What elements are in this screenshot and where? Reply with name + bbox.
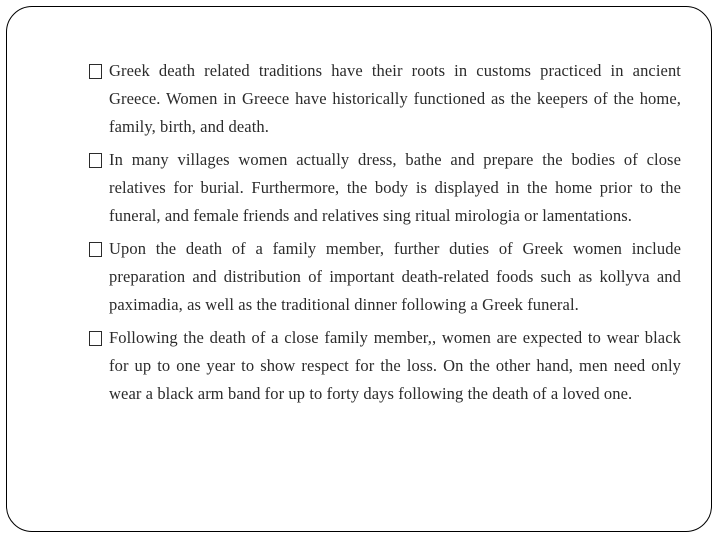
missing-glyph-box-icon: [89, 331, 102, 346]
bullet-item: [89, 57, 681, 141]
bullet-list: [89, 57, 681, 413]
bullet-item: [89, 235, 681, 319]
missing-glyph-box-icon: [89, 64, 102, 79]
bullet-item: [89, 146, 681, 230]
bullet-text: Following the death of a close family member,, women are expected to wear black for up to one year to show respect for the loss. On the other hand, men need only wear a black arm band for up to forty days following the death of a loved one.: [109, 328, 681, 403]
missing-glyph-box-icon: [89, 153, 102, 168]
bullet-text: Upon the death of a family member, further duties of Greek women include preparation and distribution of important death-related foods such as kollyva and paximadia, as well as the traditional dinner following a Greek funeral.: [109, 239, 681, 314]
missing-glyph-box-icon: [89, 242, 102, 257]
bullet-item: [89, 324, 681, 408]
bullet-text: Greek death related traditions have their roots in customs practiced in ancient Greece. Women in Greece have historically functioned as the keepers of the home, family, birth, and death.: [109, 61, 681, 136]
slide-frame: [6, 6, 712, 532]
bullet-text: In many villages women actually dress, bathe and prepare the bodies of close relatives for burial. Furthermore, the body is displayed in the home prior to the funeral, and female friends and relatives sing ritual mirologia or lamentations.: [109, 150, 681, 225]
